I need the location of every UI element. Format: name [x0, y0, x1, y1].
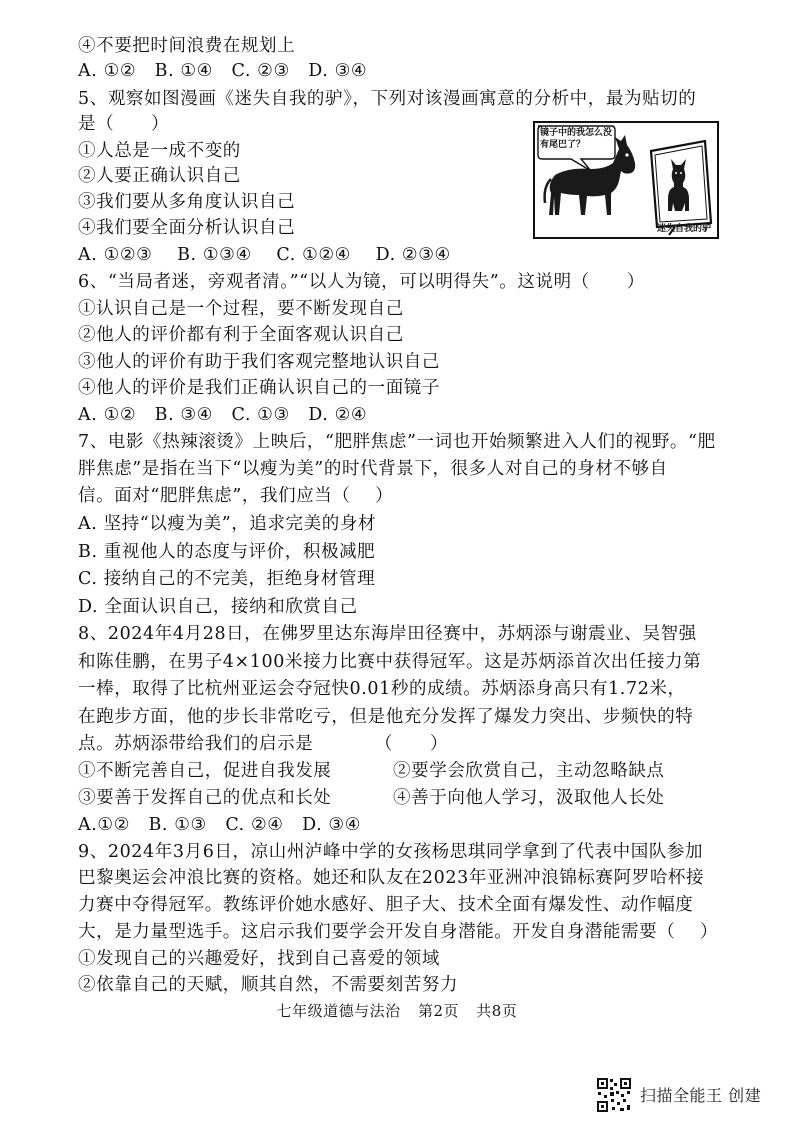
footer-page-number: 第2页	[417, 1002, 459, 1020]
q6-option-1: ①认识自己是一个过程，要不断发现自己	[78, 299, 404, 319]
q7-stem: 7、电影《热辣滚烫》上映后，“肥胖焦虑”一词也开始频繁进入人们的视野。“肥	[78, 432, 716, 452]
scanner-watermark: 扫描全能王 创建	[640, 1086, 762, 1105]
q8-stem-cont-1: 和陈佳鹏，在男子4×100米接力比赛中获得冠军。这是苏炳添首次出任接力第	[78, 652, 702, 672]
q8-stem: 8、2024年4月28日，在佛罗里达东海岸田径赛中，苏炳添与谢震业、吴智强	[78, 624, 697, 644]
q7-option-b: B. 重视他人的态度与评价，积极减肥	[78, 542, 376, 562]
q9-stem: 9、2024年3月6日，凉山州泸峰中学的女孩杨思琪同学拿到了代表中国队参加	[78, 842, 704, 862]
q9-option-1: ①发现自己的兴趣爱好，找到自己喜爱的领域	[78, 949, 440, 969]
footer-subject: 七年级道德与法治	[276, 1002, 401, 1020]
q4-answer-choices: A. ①② B. ①④ C. ②③ D. ③④	[78, 61, 368, 81]
q9-stem-cont-3: 大，是力量型选手。这启示我们要学会开发自身潜能。开发自身潜能需要（ ）	[78, 922, 719, 942]
q8-options-row-1: ①不断完善自己，促进自我发展 ②要学会欣赏自己，主动忽略缺点	[78, 761, 665, 781]
donkey-cartoon	[533, 121, 719, 239]
q6-option-2: ②他人的评价都有利于全面客观认识自己	[78, 325, 404, 345]
q5-option-4: ④我们要全面分析认识自己	[78, 218, 296, 238]
footer-total-pages: 共8页	[476, 1002, 518, 1020]
q6-stem: 6、“当局者迷，旁观者清。”“以人为镜，可以明得失”。这说明（ ）	[78, 272, 645, 292]
q8-stem-cont-4: 点。苏炳添带给我们的启示是 （ ）	[78, 734, 449, 754]
q8-stem-cont-3: 在跑步方面，他的步长非常吃亏，但是他充分发挥了爆发力突出、步频快的特	[78, 707, 694, 727]
q7-option-d: D. 全面认识自己，接纳和欣赏自己	[78, 597, 358, 617]
q9-stem-cont-2: 力赛中夺得冠军。教练评价她水感好、胆子大、技术全面有爆发性、动作幅度	[78, 895, 694, 915]
q4-option-4: ④不要把时间浪费在规划上	[78, 36, 296, 56]
cartoon-caption: 迷失自我的驴	[656, 224, 711, 234]
q9-stem-cont-1: 巴黎奥运会冲浪比赛的资格。她还和队友在2023年亚洲冲浪锦标赛阿罗哈杯接	[78, 868, 705, 888]
q8-options-row-2: ③要善于发挥自己的优点和长处 ④善于向他人学习，汲取他人长处	[78, 788, 665, 808]
q8-stem-cont-2: 一棒，取得了比杭州亚运会夺冠快0.01秒的成绩。苏炳添身高只有1.72米，	[78, 679, 686, 699]
q7-option-c: C. 接纳自己的不完美，拒绝身材管理	[78, 569, 376, 589]
q9-option-2: ②依靠自己的天赋，顺其自然，不需要刻苦努力	[78, 975, 459, 995]
q6-answer-choices: A. ①② B. ③④ C. ①③ D. ②④	[78, 405, 368, 425]
q5-stem: 5、观察如图漫画《迷失自我的驴》，下列对该漫画寓意的分析中，最为贴切的	[78, 89, 697, 109]
q5-option-1: ①人总是一成不变的	[78, 141, 241, 161]
q8-answer-choices: A.①② B. ①③ C. ②④ D. ③④	[78, 815, 361, 835]
q6-option-3: ③他人的评价有助于我们客观完整地认识自己	[78, 352, 440, 372]
q5-stem-cont: 是（ ）	[78, 114, 170, 134]
qr-code-icon	[596, 1077, 632, 1113]
q7-stem-cont-2: 信。面对“肥胖焦虑”，我们应当（ ）	[78, 486, 394, 506]
q7-option-a: A. 坚持“以瘦为美”，追求完美的身材	[78, 514, 377, 534]
q5-answer-choices: A. ①②③ B. ①③④ C. ①②④ D. ②③④	[78, 245, 451, 265]
q5-option-3: ③我们要从多角度认识自己	[78, 192, 296, 212]
q6-option-4: ④他人的评价是我们正确认识自己的一面镜子	[78, 378, 440, 398]
cartoon-speech-text: 镜子中的我怎么没有尾巴了？	[540, 128, 613, 150]
page-footer	[0, 1000, 794, 1021]
q5-option-2: ②人要正确认识自己	[78, 166, 241, 186]
q7-stem-cont-1: 胖焦虑”是指在当下“以瘦为美”的时代背景下，很多人对自己的身材不够自	[78, 459, 668, 479]
